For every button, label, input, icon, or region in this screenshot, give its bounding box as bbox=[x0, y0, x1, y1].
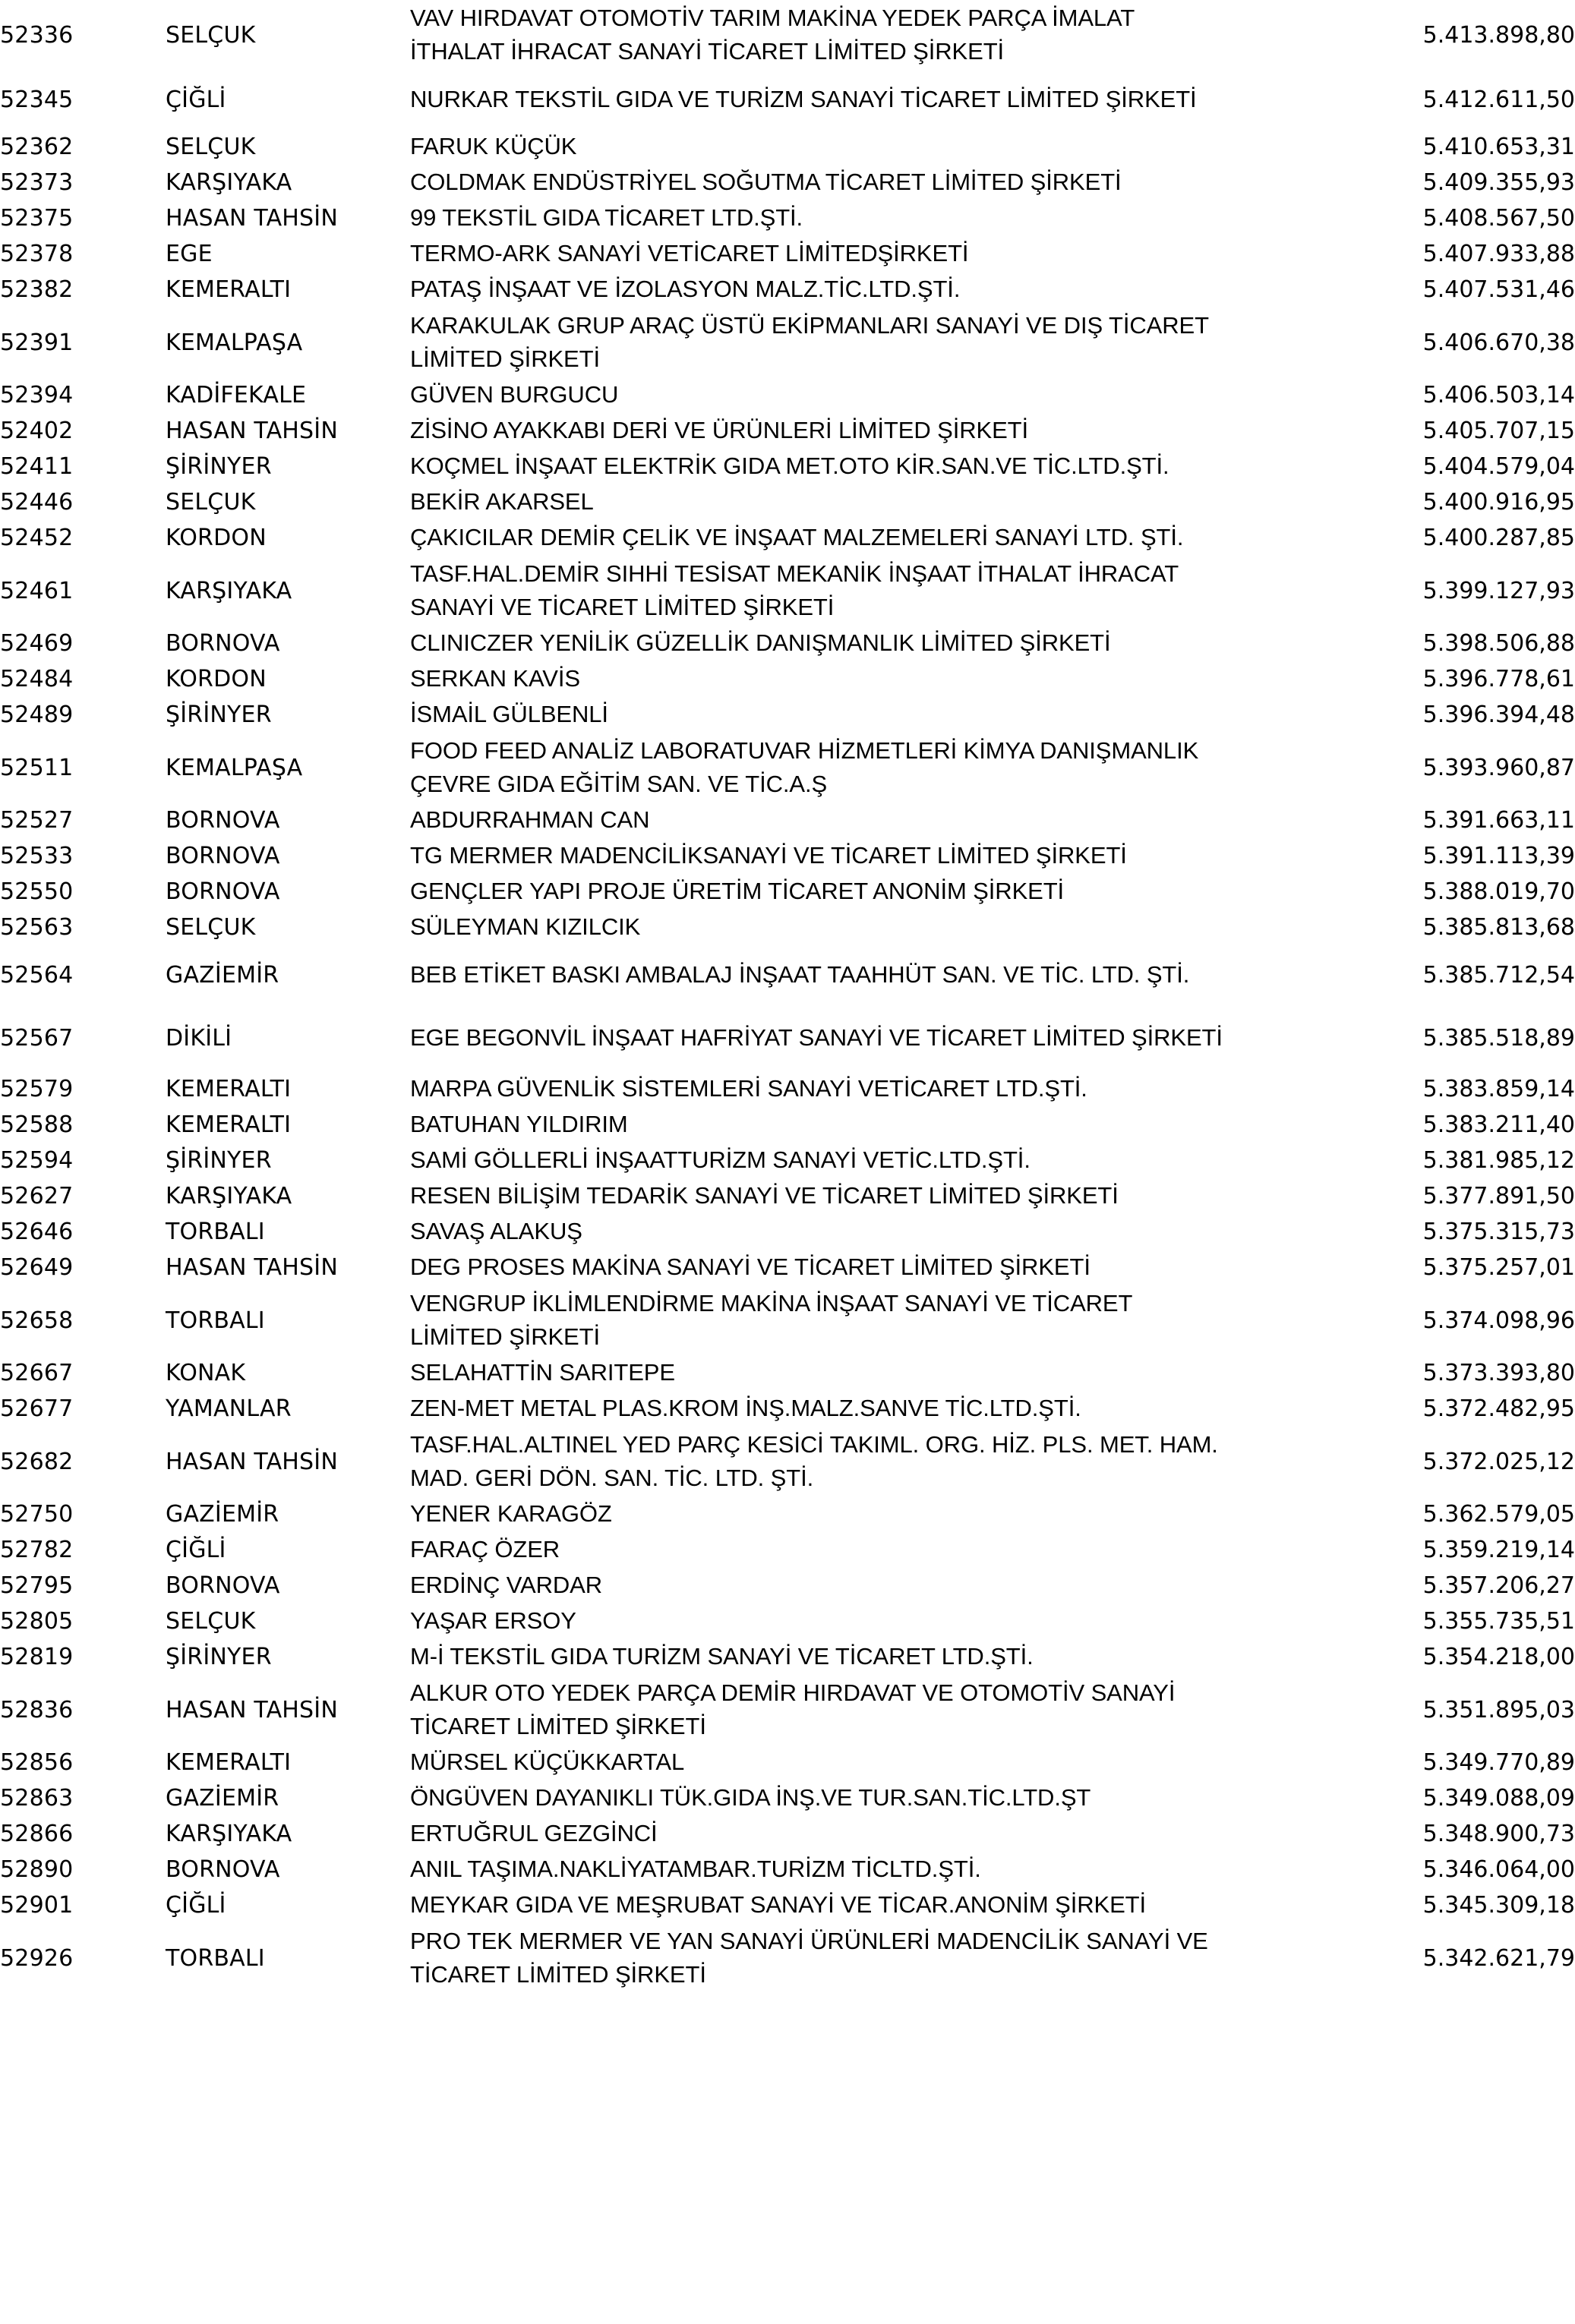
cell-taxpayer-name bbox=[410, 165, 1354, 200]
cell-record-id: 52627 bbox=[0, 1183, 74, 1209]
cell-record-id: 52362 bbox=[0, 134, 74, 160]
cell-debt-amount: 5.349.770,89 bbox=[1422, 1749, 1575, 1776]
cell-tax-office: KARŞIYAKA bbox=[166, 1183, 292, 1209]
cell-debt-amount: 5.391.113,39 bbox=[1422, 843, 1575, 869]
cell-taxpayer-name bbox=[410, 129, 1354, 165]
cell-debt-amount: 5.393.960,87 bbox=[1422, 754, 1575, 781]
taxpayer-name-line: ERTUĞRUL GEZGİNCİ bbox=[410, 1820, 658, 1847]
cell-taxpayer-name bbox=[410, 1391, 1354, 1427]
cell-record-id: 52446 bbox=[0, 489, 74, 516]
cell-taxpayer-name bbox=[410, 1852, 1354, 1887]
cell-debt-amount: 5.409.355,93 bbox=[1422, 169, 1575, 196]
table-row bbox=[0, 1214, 1575, 1250]
table-row bbox=[0, 165, 1575, 200]
cell-tax-office: KONAK bbox=[166, 1360, 246, 1386]
cell-debt-amount: 5.405.707,15 bbox=[1422, 418, 1575, 444]
taxpayer-name-line: VAV HIRDAVAT OTOMOTİV TARIM MAKİNA YEDEK PARÇA İMALAT bbox=[410, 4, 1135, 31]
taxpayer-name-line: ÇEVRE GIDA EĞİTİM SAN. VE TİC.A.Ş bbox=[410, 771, 828, 797]
cell-tax-office: KADİFEKALE bbox=[166, 382, 307, 408]
cell-tax-office: SELÇUK bbox=[166, 914, 256, 941]
table-row bbox=[0, 838, 1575, 874]
taxpayer-name-line: SAVAŞ ALAKUŞ bbox=[410, 1218, 582, 1245]
cell-tax-office: KEMERALTI bbox=[166, 276, 292, 303]
table-row bbox=[0, 200, 1575, 236]
cell-tax-office: HASAN TAHSİN bbox=[166, 1696, 338, 1723]
cell-tax-office: KORDON bbox=[166, 525, 267, 551]
cell-debt-amount: 5.342.621,79 bbox=[1422, 1944, 1575, 1972]
cell-taxpayer-name bbox=[410, 377, 1354, 413]
cell-taxpayer-name bbox=[410, 1214, 1354, 1250]
cell-record-id: 52579 bbox=[0, 1076, 74, 1102]
cell-taxpayer-name bbox=[410, 200, 1354, 236]
cell-record-id: 52649 bbox=[0, 1254, 74, 1281]
cell-record-id: 52564 bbox=[0, 961, 74, 989]
cell-taxpayer-name bbox=[410, 1603, 1354, 1639]
table-row bbox=[0, 1285, 1575, 1355]
table-row bbox=[0, 449, 1575, 484]
taxpayer-name-line: ERDİNÇ VARDAR bbox=[410, 1572, 603, 1599]
cell-taxpayer-name bbox=[410, 1143, 1354, 1178]
cell-record-id: 52682 bbox=[0, 1448, 74, 1475]
taxpayer-name-line: VENGRUP İKLİMLENDİRME MAKİNA İNŞAAT SANAYİ VE TİCARET bbox=[410, 1289, 1133, 1317]
table-row bbox=[0, 1816, 1575, 1852]
cell-tax-office: DİKİLİ bbox=[166, 1024, 232, 1052]
cell-tax-office: HASAN TAHSİN bbox=[166, 205, 338, 232]
cell-tax-office: TORBALI bbox=[166, 1219, 265, 1245]
cell-debt-amount: 5.383.211,40 bbox=[1422, 1112, 1575, 1138]
cell-taxpayer-name bbox=[410, 1427, 1354, 1496]
table-row bbox=[0, 1675, 1575, 1745]
taxpayer-name-line: COLDMAK ENDÜSTRİYEL SOĞUTMA TİCARET LİMİTED ŞİRKETİ bbox=[410, 169, 1122, 196]
taxpayer-name-line: MAD. GERİ DÖN. SAN. TİC. LTD. ŞTİ. bbox=[410, 1465, 814, 1491]
cell-taxpayer-name bbox=[410, 556, 1354, 626]
taxpayer-name-line: GÜVEN BURGUCU bbox=[410, 381, 619, 408]
cell-record-id: 52394 bbox=[0, 382, 74, 408]
cell-record-id: 52469 bbox=[0, 630, 74, 657]
table-row bbox=[0, 1427, 1575, 1496]
table-row bbox=[0, 874, 1575, 910]
taxpayer-name-line: ZİSİNO AYAKKABI DERİ VE ÜRÜNLERİ LİMİTED ŞİRKETİ bbox=[410, 417, 1029, 444]
taxpayer-name-line: BATUHAN YILDIRIM bbox=[410, 1111, 628, 1138]
cell-record-id: 52646 bbox=[0, 1219, 74, 1245]
table-row bbox=[0, 413, 1575, 449]
table-row bbox=[0, 910, 1575, 945]
cell-record-id: 52863 bbox=[0, 1785, 74, 1812]
cell-taxpayer-name bbox=[410, 1639, 1354, 1675]
table-row bbox=[0, 1639, 1575, 1675]
cell-taxpayer-name bbox=[410, 413, 1354, 449]
cell-tax-office: TORBALI bbox=[166, 1944, 265, 1972]
cell-taxpayer-name bbox=[410, 449, 1354, 484]
cell-taxpayer-name bbox=[410, 1285, 1354, 1355]
cell-taxpayer-name bbox=[410, 1250, 1354, 1285]
taxpayer-name-line: SÜLEYMAN KIZILCIK bbox=[410, 913, 641, 941]
cell-taxpayer-name bbox=[410, 1178, 1354, 1214]
table-row bbox=[0, 1004, 1575, 1071]
cell-taxpayer-name bbox=[410, 626, 1354, 661]
table-row bbox=[0, 733, 1575, 803]
cell-tax-office: SELÇUK bbox=[166, 1608, 256, 1635]
cell-record-id: 52484 bbox=[0, 666, 74, 692]
cell-tax-office: ÇİĞLİ bbox=[166, 1537, 226, 1563]
table-row bbox=[0, 661, 1575, 697]
cell-tax-office: ŞİRİNYER bbox=[166, 1147, 272, 1174]
cell-debt-amount: 5.354.218,00 bbox=[1422, 1644, 1575, 1670]
cell-tax-office: ÇİĞLİ bbox=[166, 86, 226, 113]
table-row bbox=[0, 1923, 1575, 1993]
cell-taxpayer-name bbox=[410, 484, 1354, 520]
cell-debt-amount: 5.357.206,27 bbox=[1422, 1572, 1575, 1599]
taxpayer-name-line: PRO TEK MERMER VE YAN SANAYİ ÜRÜNLERİ MADENCİLİK SANAYİ VE bbox=[410, 1927, 1208, 1954]
taxpayer-name-line: DEG PROSES MAKİNA SANAYİ VE TİCARET LİMİTED ŞİRKETİ bbox=[410, 1253, 1091, 1281]
cell-taxpayer-name bbox=[410, 272, 1354, 307]
cell-debt-amount: 5.372.025,12 bbox=[1422, 1448, 1575, 1475]
cell-debt-amount: 5.348.900,73 bbox=[1422, 1821, 1575, 1847]
cell-debt-amount: 5.400.287,85 bbox=[1422, 525, 1575, 551]
cell-record-id: 52378 bbox=[0, 241, 74, 267]
taxpayer-name-line: SERKAN KAVİS bbox=[410, 665, 580, 692]
cell-taxpayer-name bbox=[410, 1675, 1354, 1745]
cell-taxpayer-name bbox=[410, 1355, 1354, 1391]
cell-taxpayer-name bbox=[410, 1107, 1354, 1143]
cell-record-id: 52926 bbox=[0, 1944, 74, 1972]
taxpayer-name-line: KARAKULAK GRUP ARAÇ ÜSTÜ EKİPMANLARI SANAYİ VE DIŞ TİCARET bbox=[410, 311, 1209, 339]
cell-tax-office: KARŞIYAKA bbox=[166, 169, 292, 196]
cell-record-id: 52489 bbox=[0, 702, 74, 728]
table-row bbox=[0, 1852, 1575, 1887]
cell-record-id: 52452 bbox=[0, 525, 74, 551]
cell-debt-amount: 5.404.579,04 bbox=[1422, 453, 1575, 480]
cell-tax-office: KEMALPAŞA bbox=[166, 329, 303, 356]
cell-taxpayer-name bbox=[410, 1923, 1354, 1993]
cell-debt-amount: 5.385.518,89 bbox=[1422, 1024, 1575, 1052]
table-row bbox=[0, 626, 1575, 661]
cell-debt-amount: 5.385.813,68 bbox=[1422, 914, 1575, 941]
cell-tax-office: BORNOVA bbox=[166, 878, 280, 905]
table-row bbox=[0, 1745, 1575, 1780]
taxpayer-name-line: NURKAR TEKSTİL GIDA VE TURİZM SANAYİ TİCARET LİMİTED ŞİRKETİ bbox=[410, 85, 1197, 112]
cell-debt-amount: 5.396.778,61 bbox=[1422, 666, 1575, 692]
table-row bbox=[0, 236, 1575, 272]
cell-debt-amount: 5.362.579,05 bbox=[1422, 1501, 1575, 1528]
cell-debt-amount: 5.391.663,11 bbox=[1422, 807, 1575, 834]
table-row bbox=[0, 1391, 1575, 1427]
cell-tax-office: KEMERALTI bbox=[166, 1749, 292, 1776]
cell-taxpayer-name bbox=[410, 1568, 1354, 1603]
taxpayer-name-line: ZEN-MET METAL PLAS.KROM İNŞ.MALZ.SANVE TİC.LTD.ŞTİ. bbox=[410, 1395, 1081, 1422]
cell-tax-office: BORNOVA bbox=[166, 1856, 280, 1883]
cell-tax-office: SELÇUK bbox=[166, 134, 256, 160]
cell-debt-amount: 5.413.898,80 bbox=[1422, 21, 1575, 49]
cell-taxpayer-name bbox=[410, 236, 1354, 272]
cell-record-id: 52402 bbox=[0, 418, 74, 444]
cell-debt-amount: 5.345.309,18 bbox=[1422, 1892, 1575, 1919]
taxpayer-name-line: TASF.HAL.ALTINEL YED PARÇ KESİCİ TAKIML. ORG. HİZ. PLS. MET. HAM. bbox=[410, 1430, 1218, 1458]
taxpayer-name-line: MÜRSEL KÜÇÜKKARTAL bbox=[410, 1749, 685, 1776]
taxpayer-name-line: SANAYİ VE TİCARET LİMİTED ŞİRKETİ bbox=[410, 594, 835, 620]
cell-debt-amount: 5.359.219,14 bbox=[1422, 1537, 1575, 1563]
taxpayer-name-line: TİCARET LİMİTED ŞİRKETİ bbox=[410, 1713, 706, 1739]
taxpayer-name-line: M-İ TEKSTİL GIDA TURİZM SANAYİ VE TİCARET LTD.ŞTİ. bbox=[410, 1643, 1034, 1670]
cell-debt-amount: 5.410.653,31 bbox=[1422, 134, 1575, 160]
cell-debt-amount: 5.398.506,88 bbox=[1422, 630, 1575, 657]
cell-record-id: 52373 bbox=[0, 169, 74, 196]
cell-debt-amount: 5.351.895,03 bbox=[1422, 1696, 1575, 1723]
cell-debt-amount: 5.377.891,50 bbox=[1422, 1183, 1575, 1209]
cell-record-id: 52782 bbox=[0, 1537, 74, 1563]
cell-record-id: 52511 bbox=[0, 754, 74, 781]
cell-record-id: 52819 bbox=[0, 1644, 74, 1670]
cell-tax-office: EGE bbox=[166, 241, 213, 267]
cell-tax-office: GAZİEMİR bbox=[166, 1501, 279, 1528]
cell-record-id: 52550 bbox=[0, 878, 74, 905]
cell-taxpayer-name bbox=[410, 803, 1354, 838]
cell-tax-office: KEMERALTI bbox=[166, 1112, 292, 1138]
taxpayer-name-line: İSMAİL GÜLBENLİ bbox=[410, 701, 608, 728]
taxpayer-name-line: GENÇLER YAPI PROJE ÜRETİM TİCARET ANONİM ŞİRKETİ bbox=[410, 878, 1065, 905]
cell-debt-amount: 5.355.735,51 bbox=[1422, 1608, 1575, 1635]
table-row bbox=[0, 377, 1575, 413]
cell-record-id: 52527 bbox=[0, 807, 74, 834]
table-row bbox=[0, 1071, 1575, 1107]
table-row bbox=[0, 1568, 1575, 1603]
cell-record-id: 52750 bbox=[0, 1501, 74, 1528]
cell-record-id: 52677 bbox=[0, 1395, 74, 1422]
table-row bbox=[0, 0, 1575, 70]
cell-tax-office: KEMALPAŞA bbox=[166, 754, 303, 781]
cell-tax-office: BORNOVA bbox=[166, 843, 280, 869]
cell-tax-office: ÇİĞLİ bbox=[166, 1892, 226, 1919]
cell-taxpayer-name bbox=[410, 1887, 1354, 1923]
cell-tax-office: ŞİRİNYER bbox=[166, 1644, 272, 1670]
cell-taxpayer-name bbox=[410, 1532, 1354, 1568]
cell-tax-office: ŞİRİNYER bbox=[166, 702, 272, 728]
cell-debt-amount: 5.396.394,48 bbox=[1422, 702, 1575, 728]
taxpayer-name-line: KOÇMEL İNŞAAT ELEKTRİK GIDA MET.OTO KİR.SAN.VE TİC.LTD.ŞTİ. bbox=[410, 453, 1169, 480]
taxpayer-name-line: MARPA GÜVENLİK SİSTEMLERİ SANAYİ VETİCARET LTD.ŞTİ. bbox=[410, 1075, 1087, 1102]
cell-taxpayer-name bbox=[410, 307, 1354, 377]
cell-record-id: 52901 bbox=[0, 1892, 74, 1919]
cell-debt-amount: 5.383.859,14 bbox=[1422, 1076, 1575, 1102]
cell-debt-amount: 5.374.098,96 bbox=[1422, 1307, 1575, 1334]
cell-debt-amount: 5.412.611,50 bbox=[1422, 86, 1575, 113]
taxpayer-name-line: LİMİTED ŞİRKETİ bbox=[410, 1323, 600, 1350]
cell-tax-office: KORDON bbox=[166, 666, 267, 692]
taxpayer-name-line: 99 TEKSTİL GIDA TİCARET LTD.ŞTİ. bbox=[410, 204, 803, 232]
table-row bbox=[0, 272, 1575, 307]
table-row bbox=[0, 129, 1575, 165]
table-row bbox=[0, 1143, 1575, 1178]
taxpayer-name-line: İTHALAT İHRACAT SANAYİ TİCARET LİMİTED ŞİRKETİ bbox=[410, 38, 1005, 65]
cell-debt-amount: 5.408.567,50 bbox=[1422, 205, 1575, 232]
cell-record-id: 52805 bbox=[0, 1608, 74, 1635]
table-row bbox=[0, 307, 1575, 377]
taxpayer-name-line: TERMO-ARK SANAYİ VETİCARET LİMİTEDŞİRKETİ bbox=[410, 240, 969, 267]
cell-taxpayer-name bbox=[410, 70, 1354, 129]
cell-debt-amount: 5.406.503,14 bbox=[1422, 382, 1575, 408]
taxpayer-name-line: PATAŞ İNŞAAT VE İZOLASYON MALZ.TİC.LTD.ŞTİ. bbox=[410, 276, 961, 303]
cell-debt-amount: 5.375.315,73 bbox=[1422, 1219, 1575, 1245]
cell-taxpayer-name bbox=[410, 838, 1354, 874]
taxpayer-name-line: CLINICZER YENİLİK GÜZELLİK DANIŞMANLIK LİMİTED ŞİRKETİ bbox=[410, 629, 1111, 657]
table-row bbox=[0, 1355, 1575, 1391]
table-row bbox=[0, 803, 1575, 838]
cell-debt-amount: 5.388.019,70 bbox=[1422, 878, 1575, 905]
cell-record-id: 52563 bbox=[0, 914, 74, 941]
cell-tax-office: BORNOVA bbox=[166, 1572, 280, 1599]
table-row bbox=[0, 1532, 1575, 1568]
taxpayer-name-line: BEB ETİKET BASKI AMBALAJ İNŞAAT TAAHHÜT SAN. VE TİC. LTD. ŞTİ. bbox=[410, 960, 1190, 988]
cell-record-id: 52391 bbox=[0, 329, 74, 356]
cell-taxpayer-name bbox=[410, 520, 1354, 556]
cell-tax-office: KEMERALTI bbox=[166, 1076, 292, 1102]
table-row bbox=[0, 1780, 1575, 1816]
cell-taxpayer-name bbox=[410, 697, 1354, 733]
cell-taxpayer-name bbox=[410, 1496, 1354, 1532]
table-row bbox=[0, 697, 1575, 733]
taxpayer-name-line: EGE BEGONVİL İNŞAAT HAFRİYAT SANAYİ VE TİCARET LİMİTED ŞİRKETİ bbox=[410, 1023, 1223, 1051]
cell-taxpayer-name bbox=[410, 910, 1354, 945]
taxpayer-name-line: SELAHATTİN SARITEPE bbox=[410, 1359, 675, 1386]
table-row bbox=[0, 520, 1575, 556]
cell-record-id: 52658 bbox=[0, 1307, 74, 1334]
cell-tax-office: YAMANLAR bbox=[166, 1395, 292, 1422]
taxpayer-name-line: ANIL TAŞIMA.NAKLİYATAMBAR.TURİZM TİCLTD.ŞTİ. bbox=[410, 1856, 981, 1883]
cell-record-id: 52588 bbox=[0, 1112, 74, 1138]
table-row bbox=[0, 1178, 1575, 1214]
cell-record-id: 52382 bbox=[0, 276, 74, 303]
cell-taxpayer-name bbox=[410, 874, 1354, 910]
cell-tax-office: SELÇUK bbox=[166, 21, 256, 49]
cell-taxpayer-name bbox=[410, 0, 1354, 70]
taxpayer-name-line: ÖNGÜVEN DAYANIKLI TÜK.GIDA İNŞ.VE TUR.SAN.TİC.LTD.ŞT bbox=[410, 1784, 1091, 1812]
taxpayer-name-line: YAŞAR ERSOY bbox=[410, 1607, 576, 1635]
cell-tax-office: BORNOVA bbox=[166, 807, 280, 834]
cell-taxpayer-name bbox=[410, 1071, 1354, 1107]
taxpayer-name-line: ABDURRAHMAN CAN bbox=[410, 806, 650, 834]
cell-debt-amount: 5.373.393,80 bbox=[1422, 1360, 1575, 1386]
cell-record-id: 52345 bbox=[0, 86, 74, 113]
cell-debt-amount: 5.407.531,46 bbox=[1422, 276, 1575, 303]
cell-record-id: 52795 bbox=[0, 1572, 74, 1599]
taxpayer-name-line: YENER KARAGÖZ bbox=[410, 1500, 612, 1528]
cell-debt-amount: 5.399.127,93 bbox=[1422, 577, 1575, 604]
table-row bbox=[0, 1250, 1575, 1285]
cell-tax-office: HASAN TAHSİN bbox=[166, 1254, 338, 1281]
table-row bbox=[0, 556, 1575, 626]
cell-tax-office: SELÇUK bbox=[166, 489, 256, 516]
taxpayer-name-line: FARAÇ ÖZER bbox=[410, 1536, 560, 1563]
cell-debt-amount: 5.407.933,88 bbox=[1422, 241, 1575, 267]
cell-debt-amount: 5.400.916,95 bbox=[1422, 489, 1575, 516]
cell-record-id: 52567 bbox=[0, 1024, 74, 1052]
cell-debt-amount: 5.349.088,09 bbox=[1422, 1785, 1575, 1812]
cell-debt-amount: 5.375.257,01 bbox=[1422, 1254, 1575, 1281]
taxpayer-name-line: FARUK KÜÇÜK bbox=[410, 133, 577, 160]
cell-debt-amount: 5.385.712,54 bbox=[1422, 961, 1575, 989]
table-row bbox=[0, 1107, 1575, 1143]
cell-record-id: 52667 bbox=[0, 1360, 74, 1386]
cell-taxpayer-name bbox=[410, 1780, 1354, 1816]
cell-record-id: 52411 bbox=[0, 453, 74, 480]
taxpayer-name-line: FOOD FEED ANALİZ LABORATUVAR HİZMETLERİ KİMYA DANIŞMANLIK bbox=[410, 736, 1199, 764]
taxpayer-name-line: TG MERMER MADENCİLİKSANAYİ VE TİCARET LİMİTED ŞİRKETİ bbox=[410, 842, 1127, 869]
taxpayer-name-line: RESEN BİLİŞİM TEDARİK SANAYİ VE TİCARET LİMİTED ŞİRKETİ bbox=[410, 1182, 1119, 1209]
cell-record-id: 52375 bbox=[0, 205, 74, 232]
cell-tax-office: GAZİEMİR bbox=[166, 961, 279, 989]
cell-tax-office: KARŞIYAKA bbox=[166, 577, 292, 604]
cell-tax-office: ŞİRİNYER bbox=[166, 453, 272, 480]
cell-tax-office: GAZİEMİR bbox=[166, 1785, 279, 1812]
cell-debt-amount: 5.381.985,12 bbox=[1422, 1147, 1575, 1174]
table-row bbox=[0, 945, 1575, 1004]
cell-record-id: 52866 bbox=[0, 1821, 74, 1847]
cell-record-id: 52594 bbox=[0, 1147, 74, 1174]
table-row bbox=[0, 70, 1575, 129]
cell-tax-office: TORBALI bbox=[166, 1307, 265, 1334]
cell-taxpayer-name bbox=[410, 1004, 1354, 1071]
cell-taxpayer-name bbox=[410, 945, 1354, 1004]
taxpayer-name-line: ALKUR OTO YEDEK PARÇA DEMİR HIRDAVAT VE OTOMOTİV SANAYİ bbox=[410, 1679, 1176, 1706]
table-row bbox=[0, 1496, 1575, 1532]
cell-taxpayer-name bbox=[410, 661, 1354, 697]
cell-record-id: 52890 bbox=[0, 1856, 74, 1883]
taxpayer-name-line: TASF.HAL.DEMİR SIHHİ TESİSAT MEKANİK İNŞAAT İTHALAT İHRACAT bbox=[410, 560, 1179, 587]
cell-taxpayer-name bbox=[410, 1745, 1354, 1780]
cell-debt-amount: 5.406.670,38 bbox=[1422, 329, 1575, 356]
cell-tax-office: BORNOVA bbox=[166, 630, 280, 657]
taxpayer-name-line: MEYKAR GIDA VE MEŞRUBAT SANAYİ VE TİCAR.ANONİM ŞİRKETİ bbox=[410, 1891, 1147, 1919]
cell-record-id: 52461 bbox=[0, 577, 74, 604]
cell-debt-amount: 5.372.482,95 bbox=[1422, 1395, 1575, 1422]
cell-tax-office: HASAN TAHSİN bbox=[166, 418, 338, 444]
cell-record-id: 52856 bbox=[0, 1749, 74, 1776]
table-row bbox=[0, 1887, 1575, 1923]
taxpayer-name-line: LİMİTED ŞİRKETİ bbox=[410, 345, 600, 372]
cell-record-id: 52836 bbox=[0, 1696, 74, 1723]
taxpayer-name-line: ÇAKICILAR DEMİR ÇELİK VE İNŞAAT MALZEMELERİ SANAYİ LTD. ŞTİ. bbox=[410, 524, 1184, 551]
cell-record-id: 52533 bbox=[0, 843, 74, 869]
table-row bbox=[0, 1603, 1575, 1639]
taxpayer-name-line: SAMİ GÖLLERLİ İNŞAATTURİZM SANAYİ VETİC.LTD.ŞTİ. bbox=[410, 1146, 1031, 1174]
cell-taxpayer-name bbox=[410, 1816, 1354, 1852]
cell-taxpayer-name bbox=[410, 733, 1354, 803]
taxpayer-name-line: TİCARET LİMİTED ŞİRKETİ bbox=[410, 1961, 706, 1988]
cell-tax-office: HASAN TAHSİN bbox=[166, 1448, 338, 1475]
cell-tax-office: KARŞIYAKA bbox=[166, 1821, 292, 1847]
cell-record-id: 52336 bbox=[0, 21, 74, 49]
cell-debt-amount: 5.346.064,00 bbox=[1422, 1856, 1575, 1883]
taxpayer-name-line: BEKİR AKARSEL bbox=[410, 488, 594, 516]
table-row bbox=[0, 484, 1575, 520]
